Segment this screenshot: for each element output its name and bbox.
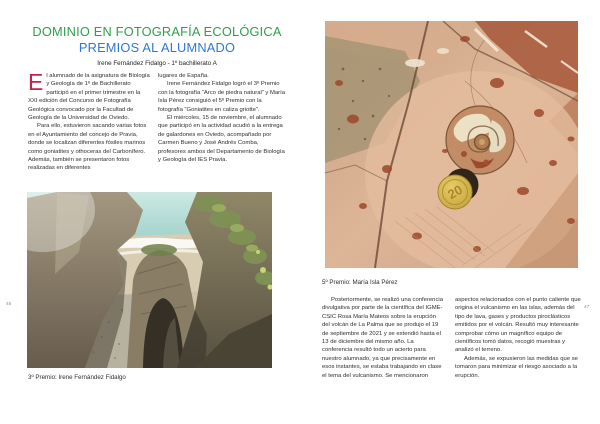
page-number-right: 47: [584, 305, 590, 310]
byline: Irene Fernández Fidalgo - 1º bachillerato A: [97, 60, 217, 67]
coin-value-label: 20: [444, 181, 466, 203]
paragraph: Irene Fernández Fidalgo logró el 3º Premio con la fotografía “Arco de piedra natural” y María Isla Pérez consiguió el 5º Premio con la fotografía “Goniatites en caliza griotte”.: [158, 81, 286, 113]
paragraph: Posteriormente, se realizó una conferencia divulgativa por parte de la científica del IGME-CSIC Rosa María Mateos sobre la erupción del volcán de La Palma que se produjo el 19 de septiembre de 2021 y se extendió hasta el 13 de diciembre del mismo año. La conferencia resultó todo un acierto para nuestro alumnado, ya que precisamente en esos instantes, se estaba trabajando en clase el tema del vulcanismo. Se mencionaron: [322, 297, 443, 379]
goniatite-fossil: [446, 106, 514, 174]
photo-caption-right: 5º Premio: María Isla Pérez: [322, 279, 398, 286]
article-title: [10, 24, 304, 56]
photo-caption-left: 3º Premio: Irene Fernández Fidalgo: [28, 374, 126, 381]
paragraph: [28, 69, 150, 122]
dropcap-letter: E: [28, 69, 44, 95]
left-page-column-2: [158, 72, 286, 164]
right-page-column-2: [455, 296, 581, 380]
page-number-left: 46: [6, 302, 12, 307]
left-page-column-1: [28, 69, 150, 173]
coastal-arch-photo: [27, 192, 272, 368]
coastal-arch-photo-art: [27, 192, 272, 368]
paragraph: lugares de España.: [158, 73, 209, 79]
goniatite-fossil-photo: [325, 21, 578, 268]
paragraph: El miércoles, 15 de noviembre, el alumnado que participó en la actividad acudió a la entrega de galardones en Oviedo, acompañado por Carmen Bueno y José Andrés Comba, profesores ambos del Departamento de Biología y Geología del IES Pravia.: [158, 115, 285, 164]
paragraph-text: l alumnado de la asignatura de Biología y Geología de 1º de Bachillerato participó en el primer trimestre en la XXI edición del Concurso de Fotografía Geológica convocado por la Facultad de Geología de la Universidad de Oviedo.: [28, 73, 150, 122]
goniatite-fossil-photo-art: [325, 21, 578, 268]
paragraph: Para ello, estuvieron sacando varias fotos en el Ayuntamiento del concejo de Pravia, donde se localizan diferentes fósiles marinos como goniatites y othoceras del Carbonífero. Además, también se presentaron fotos realizadas en diferentes: [28, 123, 147, 172]
article-title-line1: DOMINIO EN FOTOGRAFÍA ECOLÓGICA: [32, 24, 282, 39]
right-page-column-1: [322, 296, 443, 380]
paragraph: Además, se expusieron las medidas que se tomaron para minimizar el riesgo asociado a la erupción.: [455, 355, 578, 379]
paragraph: aspectos relacionados con el punto caliente que origina el vulcanismo en las islas, además del tipo de lava, gases y productos piroclásticos emitidos por el volcán. Resultó muy interesante comprobar cómo un magnífico equipo de científicos tomó datos, recogió muestras y analizó el terreno.: [455, 297, 581, 354]
article-title-line2: PREMIOS AL ALUMNADO: [78, 40, 236, 55]
